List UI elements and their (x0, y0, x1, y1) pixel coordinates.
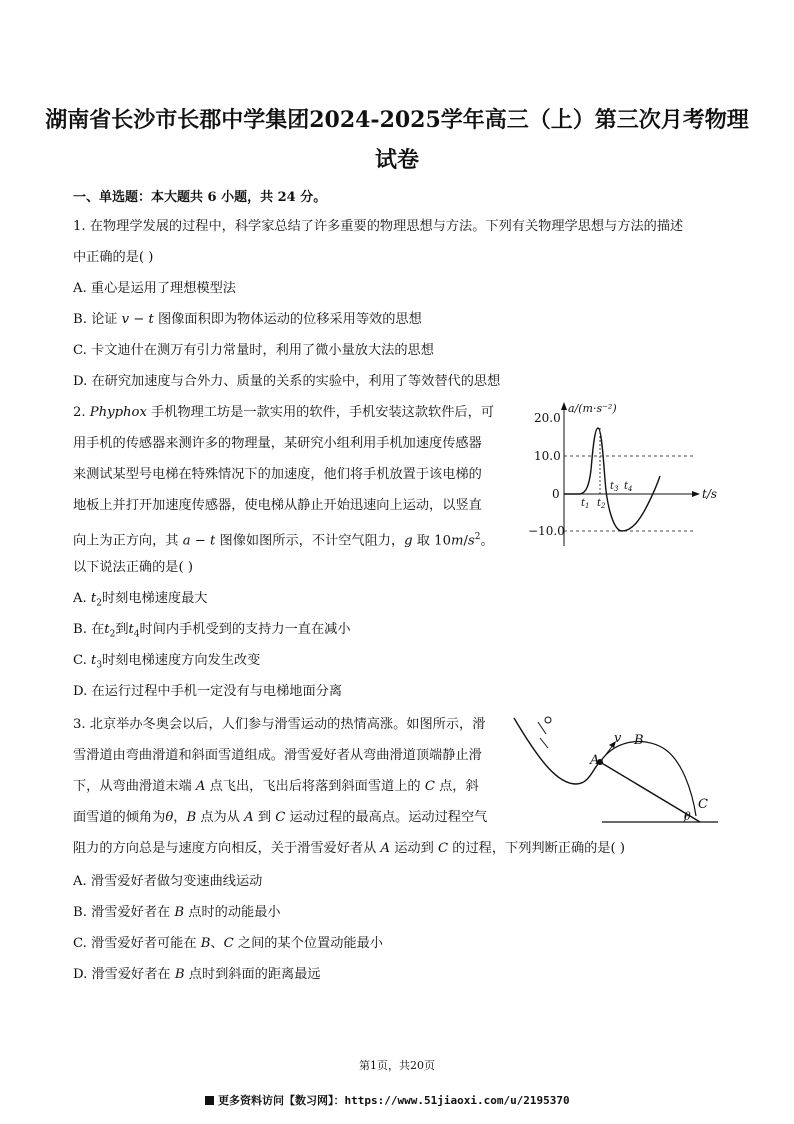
q1-option-b: B. 论证 v − t 图像面积即为物体运动的位移采用等效的思想 (73, 312, 422, 327)
q2-stem-line-1: 2. Phyphox 手机物理工坊是一款实用的软件，手机安装这款软件后，可 (73, 405, 494, 420)
q1-option-d: D. 在研究加速度与合外力、质量的关系的实验中，利用了等效替代的思想 (73, 374, 501, 389)
section-heading: 一、单选题：本大题共 6 小题，共 24 分。 (73, 190, 327, 205)
graph-y-label-0: 0 (552, 487, 560, 501)
graph-t4-label: $t_4$ (624, 481, 633, 493)
graph-axis-ylabel: a/(m·s⁻²) (568, 402, 617, 415)
resource-link-line[interactable]: 更多资料访问【数习网】：https://www.51jiaoxi.com/u/2195370 (205, 1092, 570, 1108)
q1-stem-line-1: 1. 在物理学发展的过程中，科学家总结了许多重要的物理思想与方法。下列有关物理学思想与方法的描述 (73, 219, 684, 234)
label-point-a: A (590, 753, 600, 768)
graph-t2-label: $t_2$ (597, 498, 606, 510)
label-point-b: B (634, 733, 644, 748)
q2-option-b: B. 在$t_2$到$t_4$时间内手机受到的支持力一直在减小 (73, 622, 351, 640)
q3-stem-line-5: 阻力的方向总是与速度方向相反，关于滑雪爱好者从 A 运动到 C 的过程，下列判断正确的是( ) (73, 841, 626, 856)
curved-track (514, 718, 600, 784)
label-point-c: C (698, 797, 708, 812)
graph-t1-label: $t_1$ (581, 498, 590, 510)
q1-option-c: C. 卡文迪什在测万有引力常量时，利用了微小量放大法的思想 (73, 343, 434, 358)
q3-stem-line-2: 雪滑道由弯曲滑道和斜面雪道组成。滑雪爱好者从弯曲滑道顶端静止滑 (73, 748, 482, 763)
graph-y-label-20: 20.0 (534, 411, 561, 425)
page-title-line-1: 湖南省长沙市长郡中学集团2024-2025学年高三（上）第三次月考物理 (45, 107, 749, 133)
q2-option-d: D. 在运行过程中手机一定没有与电梯地面分离 (73, 684, 343, 699)
page-title-line-2: 试卷 (374, 147, 419, 173)
q2-stem-line-5: 向上为正方向，其 a − t 图像如图所示，不计空气阻力，g 取 $10m/s^2$。 (73, 532, 494, 549)
q3-stem-line-1: 3. 北京举办冬奥会以后，人们参与滑雪运动的热情高涨。如图所示，滑 (73, 717, 486, 732)
ski-slope-figure (510, 712, 722, 828)
graph-t3-label: $t_3$ (610, 481, 619, 493)
q1-stem-line-2: 中正确的是( ) (73, 250, 154, 265)
acceleration-time-graph (520, 400, 730, 548)
graph-y-label-10: 10.0 (534, 449, 561, 463)
q3-option-a: A. 滑雪爱好者做匀变速曲线运动 (73, 874, 263, 889)
q3-option-d: D. 滑雪爱好者在 B 点时到斜面的距离最远 (73, 967, 321, 982)
q2-stem-line-4: 地板上并打开加速度传感器，使电梯从静止开始迅速向上运动，以竖直 (73, 498, 482, 513)
graph-axis-xlabel: t/s (702, 487, 718, 501)
graph-x-arrow (692, 491, 700, 497)
q1-option-a: A. 重心是运用了理想模型法 (73, 281, 236, 296)
q2-stem-line-2: 用手机的传感器来测许多的物理量，某研究小组利用手机加速度传感器 (73, 436, 482, 451)
flag-icon (205, 1096, 214, 1105)
q3-option-c: C. 滑雪爱好者可能在 B、C 之间的某个位置动能最小 (73, 936, 383, 951)
acceleration-curve (564, 428, 660, 531)
page-footer: 第1页，共20页 (359, 1059, 435, 1072)
graph-y-label-neg10: −10.0 (528, 524, 565, 538)
skier-icon (545, 717, 551, 723)
skier-body (538, 722, 546, 734)
skier-motion-arrow (540, 738, 548, 748)
q2-option-a: A. $t_2$时刻电梯速度最大 (73, 591, 208, 609)
q3-stem-line-3: 下，从弯曲滑道末端 A 点飞出，飞出后将落到斜面雪道上的 C 点，斜 (73, 779, 479, 794)
label-theta: θ (684, 810, 691, 823)
q3-option-b: B. 滑雪爱好者在 B 点时的动能最小 (73, 905, 281, 920)
graph-y-arrow (561, 402, 567, 410)
flight-trajectory (600, 741, 696, 816)
q2-stem-line-6: 以下说法正确的是( ) (73, 560, 193, 575)
q3-stem-line-4: 面雪道的倾角为θ，B 点为从 A 到 C 运动过程的最高点。运动过程空气 (73, 810, 488, 825)
q2-option-c: C. $t_3$时刻电梯速度方向发生改变 (73, 653, 261, 671)
label-velocity: v (614, 731, 622, 746)
q2-stem-line-3: 来测试某型号电梯在特殊情况下的加速度，他们将手机放置于该电梯的 (73, 467, 482, 482)
